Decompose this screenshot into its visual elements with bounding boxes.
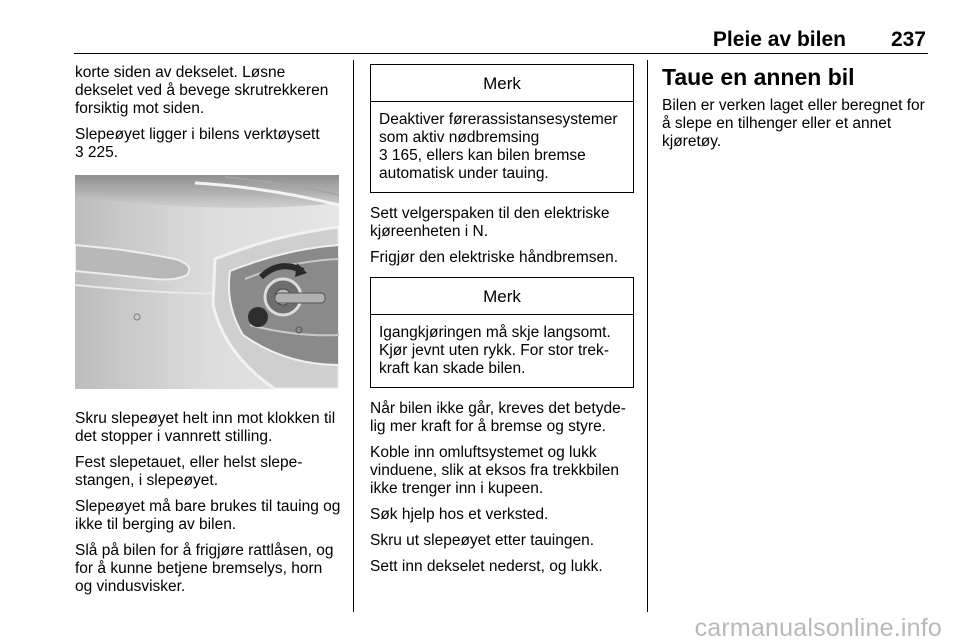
- note-body: Igangkjøringen må skje langsomt. Kjør jevnt uten rykk. For stor trekkraft kan skade bilen.: [379, 324, 611, 377]
- page-header: [60, 28, 928, 54]
- note-text: Deaktiver førerassistansesystemer som aktiv nødbremsing: [379, 111, 618, 146]
- note-title: Merk: [371, 278, 633, 315]
- watermark: carmanualsonline.info: [694, 614, 942, 642]
- paragraph: [75, 126, 343, 162]
- paragraph: Sett inn dekselet nederst, og lukk.: [370, 558, 603, 575]
- paragraph: Skru ut slepeøyet etter tauingen.: [370, 532, 595, 549]
- page-number: 237: [890, 28, 926, 51]
- bumper-towing-eye-illustration: [75, 175, 339, 389]
- column-middle: [370, 64, 634, 584]
- page-reference: 3 225.: [75, 144, 119, 161]
- paragraph: Koble inn omluftsystemet og lukk vinduene, slik at eksos fra trekkbilen ikke trenger inn i kupeen.: [370, 444, 619, 497]
- column-left: [75, 64, 343, 604]
- note-box: [370, 64, 634, 193]
- header-rule: [74, 53, 928, 54]
- column-right: [662, 64, 932, 159]
- paragraph: Fest slepetauet, eller helst slepestangen, i slepeøyet.: [75, 454, 303, 489]
- paragraph: Slepeøyet må bare brukes til tauing og ikke til berging av bilen.: [75, 498, 341, 533]
- paragraph: Søk hjelp hos et verksted.: [370, 506, 549, 523]
- section-heading: Taue en annen bil: [662, 64, 855, 90]
- column-divider-right: [647, 60, 648, 612]
- paragraph: korte siden av dekselet. Løsne dekselet ved å bevege skrutrekkeren forsiktig mot siden.: [75, 64, 329, 117]
- paragraph: Når bilen ikke går, kreves det betydelig mer kraft for å bremse og styre.: [370, 400, 626, 435]
- note-title: Merk: [371, 65, 633, 102]
- note-text: 3 165, ellers kan bilen bremse automatisk under tauing.: [379, 147, 586, 182]
- paragraph: Bilen er verken laget eller beregnet for å slepe en tilhenger eller et annet kjøretøy.: [662, 97, 925, 150]
- paragraph-text: Slepeøyet ligger i bilens verktøysett: [75, 126, 320, 143]
- note-box: [370, 277, 634, 388]
- paragraph: Sett velgerspaken til den elektriske kjøreenheten i N.: [370, 205, 610, 240]
- towing-eye-icon: [75, 175, 339, 389]
- section-title: Pleie av bilen: [712, 28, 846, 51]
- paragraph: Skru slepeøyet helt inn mot klokken til det stopper i vannrett stilling.: [75, 410, 336, 445]
- note-body: [371, 102, 633, 192]
- column-divider-left: [353, 60, 354, 612]
- paragraph: Slå på bilen for å frigjøre rattlåsen, og for å kunne betjene bremselys, horn og vindusvisker.: [75, 542, 334, 595]
- paragraph: Frigjør den elektriske håndbremsen.: [370, 249, 619, 266]
